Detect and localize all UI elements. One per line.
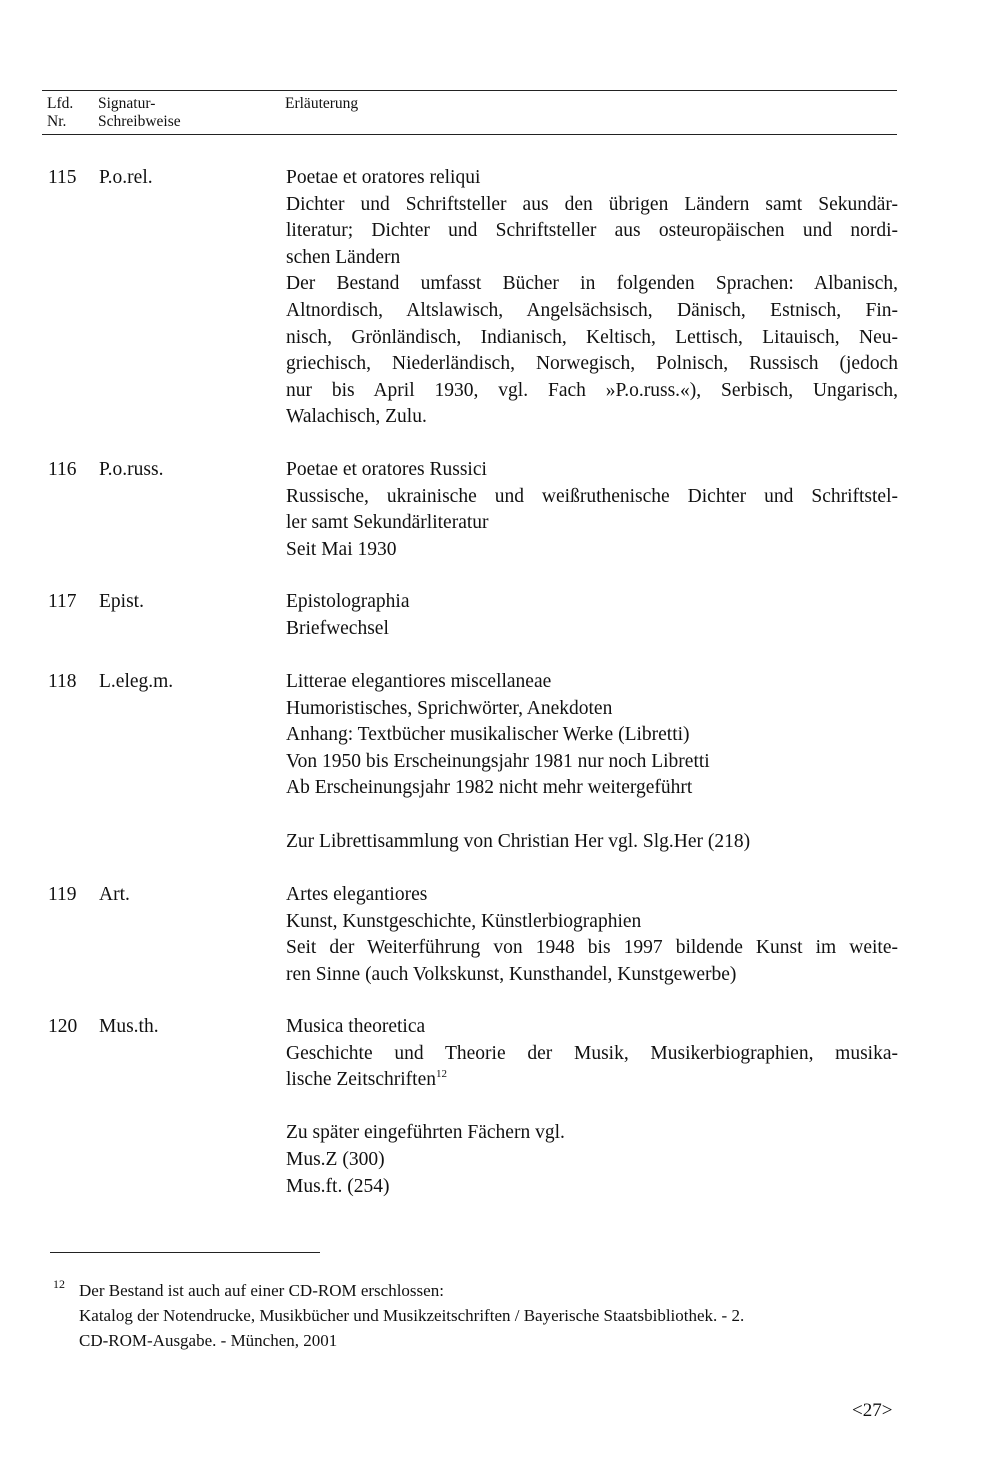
footnote-line: Der Bestand ist auch auf einer CD-ROM erschlossen:: [79, 1281, 444, 1300]
entry-signature: L.eleg.m.: [99, 671, 174, 692]
description-line: lische Zeitschriften: [286, 1069, 436, 1091]
description-line: Zur Librettisammlung von Christian Her vgl. Slg.Her (218): [286, 830, 751, 852]
entry-description: [286, 882, 898, 988]
footnote-separator: [50, 1252, 320, 1253]
description-line: ren Sinne (auch Volkskunst, Kunsthandel, Kunstgewerbe): [286, 963, 737, 985]
description-line-with-footnote: [286, 1067, 898, 1094]
column-header-signature-line: Schreibweise: [98, 113, 181, 130]
description-line: Briefwechsel: [286, 617, 389, 639]
description-line: Seit der Weiterführung von 1948 bis 1997 bildende Kunst im weite-: [286, 937, 898, 959]
entry-signature: Mus.th.: [99, 1016, 159, 1037]
description-line: schen Ländern: [286, 246, 401, 268]
column-header-number-line: Nr.: [47, 113, 67, 130]
description-line: literatur; Dichter und Schriftsteller aus osteuropäischen und nordi-: [286, 220, 898, 242]
description-line: Mus.ft. (254): [286, 1175, 390, 1197]
description-line: Ab Erscheinungsjahr 1982 nicht mehr weitergeführt: [286, 777, 693, 799]
description-line: griechisch, Niederländisch, Norwegisch, Polnisch, Russisch (jedoch: [286, 353, 898, 375]
table-header-rule: [42, 134, 897, 135]
page-number: <27>: [852, 1400, 893, 1421]
column-header-signature: [98, 95, 181, 131]
description-line: Von 1950 bis Erscheinungsjahr 1981 nur noch Libretti: [286, 750, 710, 772]
description-line: Poetae et oratores reliqui: [286, 167, 481, 188]
description-line: Epistolographia: [286, 591, 410, 612]
paragraph-gap: [286, 1094, 898, 1121]
table-top-rule: [42, 90, 897, 91]
description-line: Russische, ukrainische und weißruthenische Dichter und Schriftstel-: [286, 485, 898, 507]
entry-number: 119: [48, 884, 77, 905]
description-line: Walachisch, Zulu.: [286, 406, 427, 428]
entry-signature: P.o.rel.: [99, 167, 153, 188]
entry-signature: Epist.: [99, 591, 144, 612]
column-header-signature-line: Signatur-: [98, 95, 156, 112]
entry-number: 117: [48, 591, 77, 612]
description-line: Zu später eingeführten Fächern vgl.: [286, 1122, 565, 1144]
paragraph-gap: [286, 802, 898, 829]
footnote-mark: 12: [53, 1277, 65, 1291]
column-header-number-line: Lfd.: [47, 95, 74, 112]
entry-number: 116: [48, 459, 77, 480]
entry-number: 118: [48, 671, 77, 692]
description-line: Artes elegantiores: [286, 884, 428, 905]
entry-signature: Art.: [99, 884, 130, 905]
description-line: Musica theoretica: [286, 1016, 426, 1037]
entry-number: 120: [48, 1016, 78, 1037]
description-line: Anhang: Textbücher musikalischer Werke (Libretti): [286, 724, 690, 746]
column-header-description: Erläuterung: [285, 95, 359, 112]
description-line: Geschichte und Theorie der Musik, Musikerbiographien, musika-: [286, 1042, 898, 1064]
entry-description: [286, 1014, 898, 1200]
entry-description: [286, 457, 898, 563]
entry-description: [286, 589, 898, 642]
description-line: Seit Mai 1930: [286, 538, 397, 560]
description-line: Dichter und Schriftsteller aus den übrigen Ländern samt Sekundär-: [286, 193, 898, 215]
footnote-reference[interactable]: 12: [435, 1067, 447, 1080]
description-line: Der Bestand umfasst Bücher in folgenden Sprachen: Albanisch,: [286, 273, 898, 295]
description-line: Mus.Z (300): [286, 1148, 385, 1170]
footnote-text: [79, 1278, 909, 1353]
entry-description: [286, 165, 898, 431]
description-line: Kunst, Kunstgeschichte, Künstlerbiographien: [286, 910, 642, 932]
column-header-number: [47, 95, 73, 131]
entry-description: [286, 669, 898, 855]
description-line: nur bis April 1930, vgl. Fach »P.o.russ.«), Serbisch, Ungarisch,: [286, 379, 898, 401]
description-line: Humoristisches, Sprichwörter, Anekdoten: [286, 697, 613, 719]
description-line: nisch, Grönländisch, Indianisch, Keltisch, Lettisch, Litauisch, Neu-: [286, 326, 898, 348]
description-line: Litterae elegantiores miscellaneae: [286, 671, 552, 692]
entry-number: 115: [48, 167, 77, 188]
description-line: Poetae et oratores Russici: [286, 459, 487, 480]
footnote-line: CD-ROM-Ausgabe. - München, 2001: [79, 1331, 338, 1350]
description-line: Altnordisch, Altslawisch, Angelsächsisch, Dänisch, Estnisch, Fin-: [286, 299, 898, 321]
description-line: ler samt Sekundärliteratur: [286, 512, 489, 534]
entry-signature: P.o.russ.: [99, 459, 164, 480]
footnote-line: Katalog der Notendrucke, Musikbücher und Musikzeitschriften / Bayerische Staatsbibliothek. - 2.: [79, 1306, 745, 1325]
